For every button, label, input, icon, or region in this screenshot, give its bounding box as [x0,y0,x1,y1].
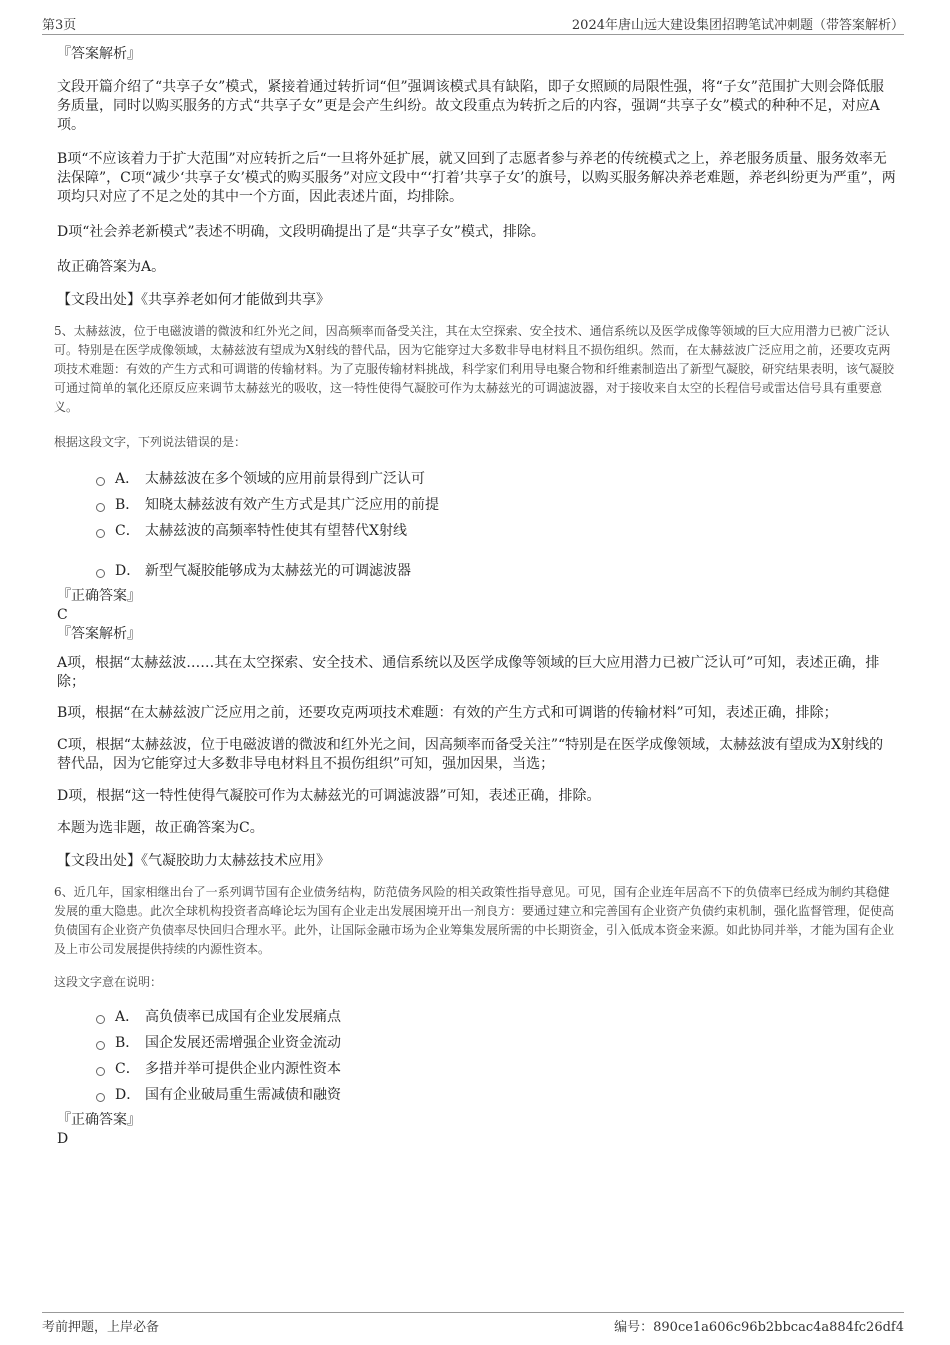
question-6-text: 6、近几年，国家相继出台了一系列调节国有企业债务结构，防范债务风险的相关政策性指导意见。可见，国有企业连年居高不下的负债率已经成为制约其稳健发展的重大隐患。此次全球机构投资者高峰论坛为国有企业走出发展困境开出一剂良方：要通过建立和完善国有企业资产负债约束机制，强化监督管理，促使高负债国有企业资产负债率尽快回归合理水平。此外，让国际金融市场为企业筹集发展所需的中长期资金，引入低成本资金来源。如此协同并举，才能为国有企业及上市公司发展提供持续的内源性资本。 [54,885,895,956]
analysis-label: 『答案解析』 [57,46,141,62]
option-d[interactable]: D． 新型气凝胶能够成为太赫兹光的可调滤波器 [57,560,897,586]
option-a[interactable]: A． 高负债率已成国有企业发展痛点 [57,1006,897,1032]
document-id: 编号：890ce1a606c96b2bbcac4a884fc26df4 [614,1320,904,1335]
radio-button-icon[interactable] [96,477,105,486]
analysis-label: 『答案解析』 [57,626,141,642]
radio-button-icon[interactable] [96,1093,105,1102]
page-header [42,14,904,35]
footer-slogan: 考前押题，上岸必备 [42,1320,160,1335]
radio-button-icon[interactable] [96,1041,105,1050]
correct-answer: C [57,607,68,623]
analysis-paragraph: C项，根据“太赫兹波，位于电磁波谱的微波和红外光之间，因高频率而备受关注”“特别是在医学成像领域，太赫兹波有望成为X射线的替代品，因为它能穿过大多数非导电材料且不损伤组织”可知，强加因果，当选； [57,737,884,772]
analysis-paragraph: B项“不应该着力于扩大范围”对应转折之后“一旦将外延扩展，就又回到了志愿者参与养老的传统模式之上，养老服务质量、服务效率无法保障”，C项“减少‘共享子女’模式的购买服务”对应文段中“‘打着’共享子女’的旗号，以购买服务解决养老难题，养老纠纷更为严重”，两项均只对应了不足之处的其中一个方面，因此表述片面，均排除。 [57,151,896,205]
question-5-prompt: 根据这段文字，下列说法错误的是： [54,435,247,449]
answer-statement: 故正确答案为A。 [57,259,166,275]
radio-button-icon[interactable] [96,569,105,578]
page-number: 第3页 [42,18,77,33]
option-c[interactable]: C． 太赫兹波的高频率特性使其有望替代X射线 [57,520,897,546]
option-b[interactable]: B． 知晓太赫兹波有效产生方式是其广泛应用的前提 [57,494,897,520]
question-6-options [57,1006,897,1110]
source-citation: 【文段出处】《共享养老如何才能做到共享》 [57,292,330,308]
option-b[interactable]: B． 国企发展还需增强企业资金流动 [57,1032,897,1058]
correct-answer-label: 『正确答案』 [57,1112,141,1128]
analysis-paragraph: A项，根据“太赫兹波……其在太空探索、安全技术、通信系统以及医学成像等领域的巨大应用潜力已被广泛认可”可知，表述正确，排除； [57,655,880,690]
question-6-prompt: 这段文字意在说明： [54,975,163,989]
document-body [54,44,897,1148]
option-d[interactable]: D． 国有企业破局重生需减债和融资 [57,1084,897,1110]
question-5-options [57,468,897,586]
page-footer [42,1312,904,1335]
answer-statement: 本题为选非题，故正确答案为C。 [57,820,264,836]
document-title: 2024年唐山远大建设集团招聘笔试冲刺题（带答案解析） [571,18,904,33]
analysis-paragraph: B项，根据“在太赫兹波广泛应用之前，还要攻克两项技术难题：有效的产生方式和可调谐的传输材料”可知，表述正确，排除； [57,705,838,721]
question-5-text: 5、太赫兹波，位于电磁波谱的微波和红外光之间，因高频率而备受关注，其在太空探索、安全技术、通信系统以及医学成像等领域的巨大应用潜力已被广泛认可。特别是在医学成像领域，太赫兹波有望成为X射线的替代品，因为它能穿过大多数非导电材料且不损伤组织。然而，在太赫兹波广泛应用之前，还要攻克两项技术难题：有效的产生方式和可调谐的传输材料。为了克服传输材料挑战，科学家们利用导电聚合物和纤维素制造出了新型气凝胶，研究结果表明，该气凝胶可通过简单的氧化还原反应来调节太赫兹光的吸收，这一特性使得气凝胶可作为太赫兹光的可调滤波器，对于接收来自太空的长程信号或雷达信号具有重要意义。 [54,324,895,414]
radio-button-icon[interactable] [96,503,105,512]
analysis-paragraph: 文段开篇介绍了“共享子女”模式，紧接着通过转折词“但”强调该模式具有缺陷，即子女照顾的局限性强，将“子女”范围扩大则会降低服务质量，同时以购买服务的方式“共享子女”更是会产生纠纷。故文段重点为转折之后的内容，强调“共享子女”模式的种种不足，对应A项。 [57,79,884,133]
radio-button-icon[interactable] [96,529,105,538]
source-citation: 【文段出处】《气凝胶助力太赫兹技术应用》 [57,853,330,869]
option-c[interactable]: C． 多措并举可提供企业内源性资本 [57,1058,897,1084]
analysis-paragraph: D项“社会养老新模式”表述不明确，文段明确提出了是“共享子女”模式，排除。 [57,224,545,240]
radio-button-icon[interactable] [96,1067,105,1076]
correct-answer: D [57,1131,69,1147]
option-a[interactable]: A． 太赫兹波在多个领域的应用前景得到广泛认可 [57,468,897,494]
analysis-paragraph: D项，根据“这一特性使得气凝胶可作为太赫兹光的可调滤波器”可知，表述正确，排除。 [57,788,601,804]
radio-button-icon[interactable] [96,1015,105,1024]
correct-answer-label: 『正确答案』 [57,588,141,604]
